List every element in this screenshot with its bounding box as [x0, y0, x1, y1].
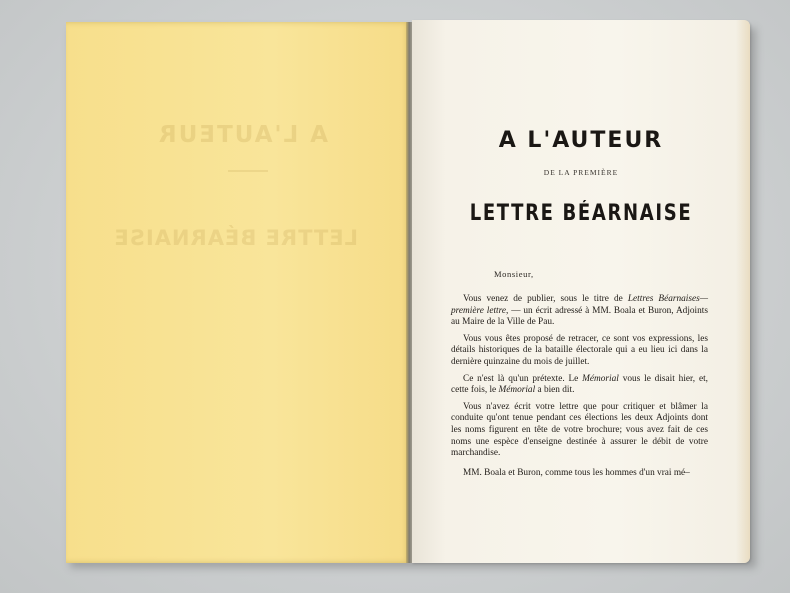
paragraph-1 [451, 294, 708, 329]
page-subtitle: DE LA PREMIÈRE [543, 168, 619, 177]
paragraph-3-text-c: a bien dit. [535, 385, 575, 396]
paragraph-5: MM. Boala et Buron, comme tous les hommes d'un vrai mé– [463, 467, 690, 478]
page-title: A L'AUTEUR [498, 128, 664, 153]
letter-body [451, 294, 708, 484]
paragraph-2: Vous vous êtes proposé de retracer, ce sont vos expressions, les détails historiques de la bataille électorale qui a eu lieu ici dans la dernière quinzaine du mois de juillet. [451, 333, 708, 367]
paragraph-1-italic: Lettres Béarnaises— première lettre [451, 294, 709, 316]
cover-bleed-through-subtitle: LETTRE BÉARNAISE [113, 226, 358, 250]
paragraph-4: Vous n'avez écrit votre lettre que pour critiquer et blâmer la conduite qu'ont tenue pendant ces élections les deux Adjoints dont les noms figurent en tête de votre brochure; vous avez fait de ces noms une espèce d'enseigne destinée à assurer le débit de votre marchandise. [451, 401, 708, 459]
paragraph-3 [451, 374, 708, 397]
cover-bleed-through-rule [228, 170, 268, 180]
paragraph-3-text-b: vous le disait hier, et, cette fois, le [451, 373, 708, 396]
page-edge-stain [736, 20, 750, 563]
yellow-cover-page [66, 22, 410, 563]
paragraph-1-text-b: , — un écrit adressé à MM. Boala et Buron, Adjoints au Maire de la Ville de Pau. [451, 305, 708, 328]
paragraph-3-italic-2: Mémorial [498, 385, 536, 396]
salutation: Monsieur, [494, 269, 534, 279]
paragraph-1-text-a: Vous venez de publier, sous le titre de [463, 294, 628, 304]
paragraph-3-italic-1: Mémorial [582, 373, 619, 384]
page-title-second-line: LETTRE BÉARNAISE [469, 201, 693, 226]
cover-bleed-through-title: A L'AUTEUR [156, 122, 328, 148]
paragraph-3-text-a: Ce n'est là qu'un prétexte. Le [463, 373, 583, 384]
